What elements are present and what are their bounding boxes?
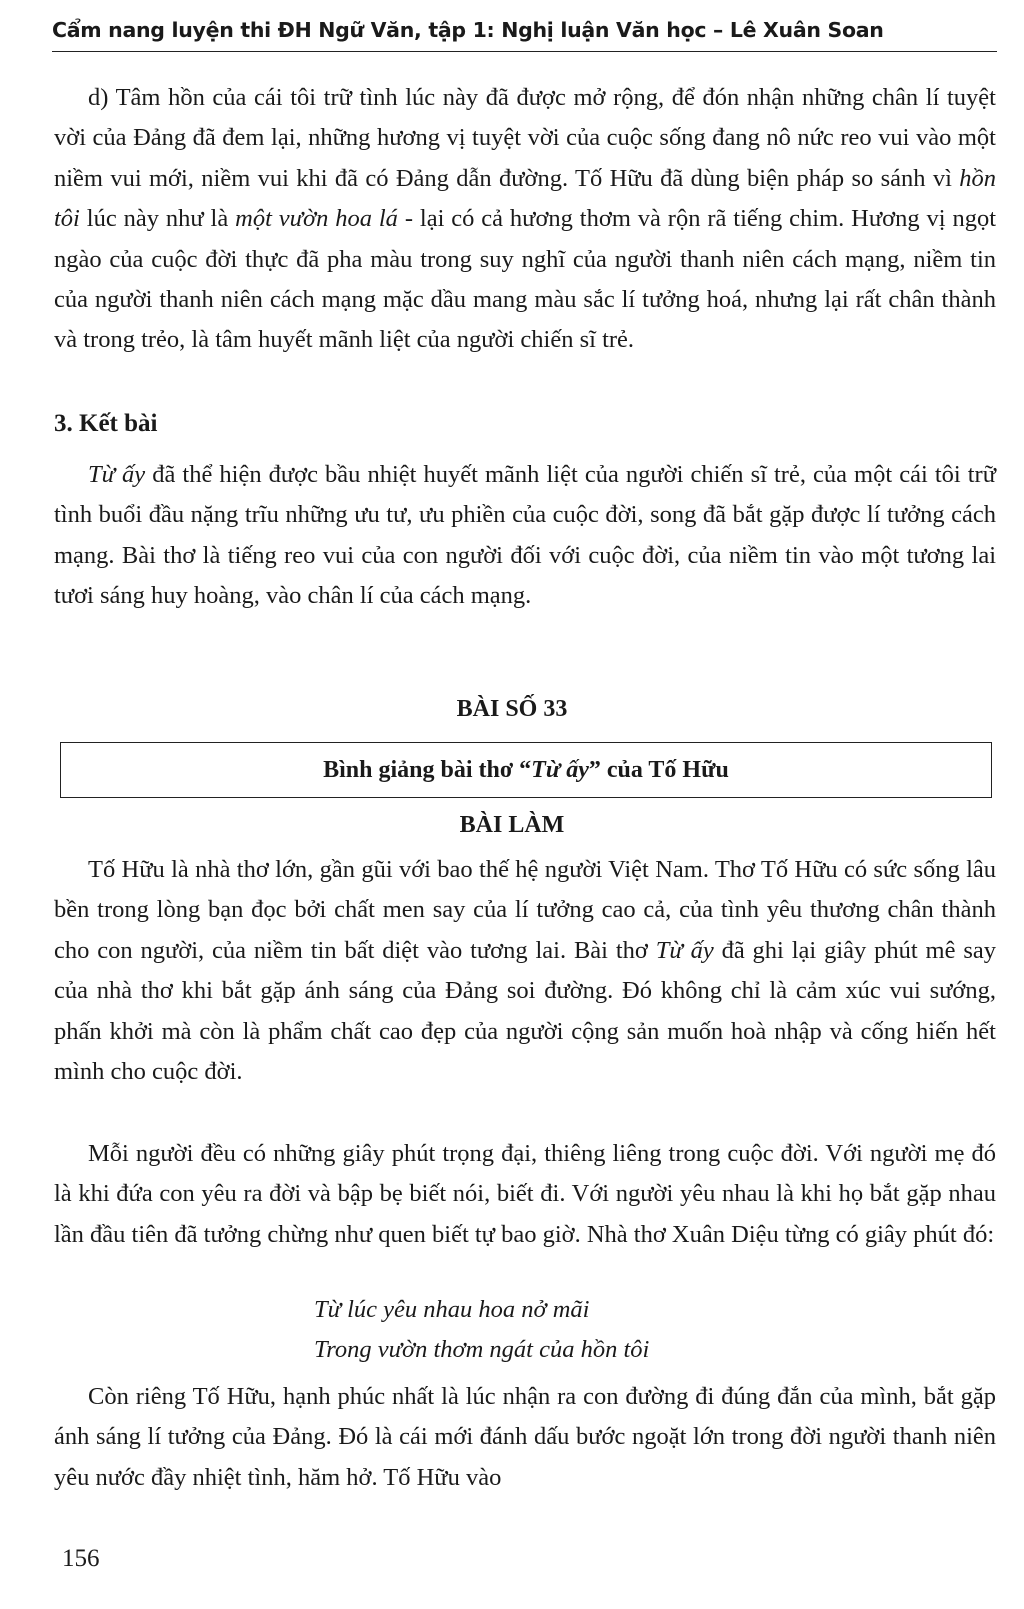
paragraph-text: đã thể hiện được bầu nhiệt huyết mãnh liệt của người chiến sĩ trẻ, của một cái tôi trữ tình buổi đầu nặng trĩu những ưu tư, ưu phiền của cuộc đời, song đã bắt gặp được lí tưởng cách mạng. Bài thơ là tiếng reo vui của con người đối với cuộc đời, của niềm tin vào một tương lai tươi sáng huy hoàng, vào chân lí của cách mạng. (54, 461, 996, 610)
title-text: Bình giảng bài thơ “ (323, 756, 532, 783)
italic-title: Từ ấy (655, 936, 714, 964)
paragraph-text: - lại có cả hương thơm và rộn rã tiếng chim. Hương vị ngọt ngào của cuộc đời thực đã pha màu trong suy nghĩ của người thanh niên cách mạng, niềm tin của người thanh niên cách mạng mặc dầu mang màu sắc lí tưởng hoá, nhưng lại rất chân thành và trong trẻo, là tâm huyết mãnh liệt của người chiến sĩ trẻ. (54, 205, 996, 354)
header-rule (52, 51, 997, 52)
lesson-title-box (60, 742, 992, 798)
italic-phrase: hồn tôi (54, 164, 996, 233)
section-heading-ket-bai: 3. Kết bài (54, 410, 158, 437)
essay-heading: BÀI LÀM (459, 812, 565, 838)
paragraph-to-huu: Còn riêng Tố Hữu, hạnh phúc nhất là lúc nhận ra con đường đi đúng đắn của mình, bắt gặp ánh sáng lí tưởng của Đảng. Đó là cái mới đánh dấu bước ngoặt lớn trong đời người thanh niên yêu nước đầy nhiệt tình, hăm hở. Tố Hữu vào (54, 1383, 996, 1491)
title-italic: Từ ấy (531, 756, 589, 783)
paragraph-text: lúc này như là (79, 205, 236, 233)
paragraph-ket-bai (54, 455, 996, 617)
title-text: ” của Tố Hữu (588, 756, 729, 783)
paragraph-text: Tố Hữu là nhà thơ lớn, gần gũi với bao thế hệ người Việt Nam. Thơ Tố Hữu có sức sống lâu bền trong lòng bạn đọc bởi chất men say của lí tưởng cao cả, của tình yêu thương chân thành cho con người, của niềm tin bất diệt vào tương lai. Bài thơ (54, 856, 996, 964)
lesson-number-heading: BÀI SỐ 33 (456, 696, 568, 722)
lesson-title (323, 757, 729, 784)
italic-title: Từ ấy (88, 461, 146, 488)
running-header: Cẩm nang luyện thi ĐH Ngữ Văn, tập 1: Nghị luận Văn học – Lê Xuân Soan (52, 18, 884, 42)
poem-line-1: Từ lúc yêu nhau hoa nở mãi (314, 1296, 590, 1323)
paragraph-text: đã ghi lại giây phút mê say của nhà thơ khi bắt gặp ánh sáng của Đảng soi đường. Đó không chỉ là cảm xúc vui sướng, phấn khởi mà còn là phẩm chất cao đẹp của người cộng sản muốn hoà nhập và cống hiến hết mình cho cuộc đời. (54, 936, 996, 1086)
poem-line-2: Trong vườn thơm ngát của hồn tôi (314, 1336, 650, 1363)
paragraph-intro (54, 850, 996, 1092)
paragraph-section-d (54, 78, 996, 361)
paragraph-text: d) Tâm hồn của cái tôi trữ tình lúc này đã được mở rộng, để đón nhận những chân lí tuyệt vời của Đảng đã đem lại, những hương vị tuyệt vời của cuộc sống đang nô nức reo vui vào một niềm vui mới, niềm vui khi đã có Đảng dẫn đường. Tố Hữu đã dùng biện pháp so sánh vì (54, 84, 996, 192)
paragraph-moments: Mỗi người đều có những giây phút trọng đại, thiêng liêng trong cuộc đời. Với người mẹ đó là khi đứa con yêu ra đời và bập bẹ biết nói, biết đi. Với người yêu nhau là khi họ bắt gặp nhau lần đầu tiên đã tưởng chừng như quen biết tự bao giờ. Nhà thơ Xuân Diệu từng có giây phút đó: (54, 1140, 996, 1248)
page-number: 156 (62, 1545, 100, 1572)
italic-phrase: một vườn hoa lá (235, 205, 398, 233)
